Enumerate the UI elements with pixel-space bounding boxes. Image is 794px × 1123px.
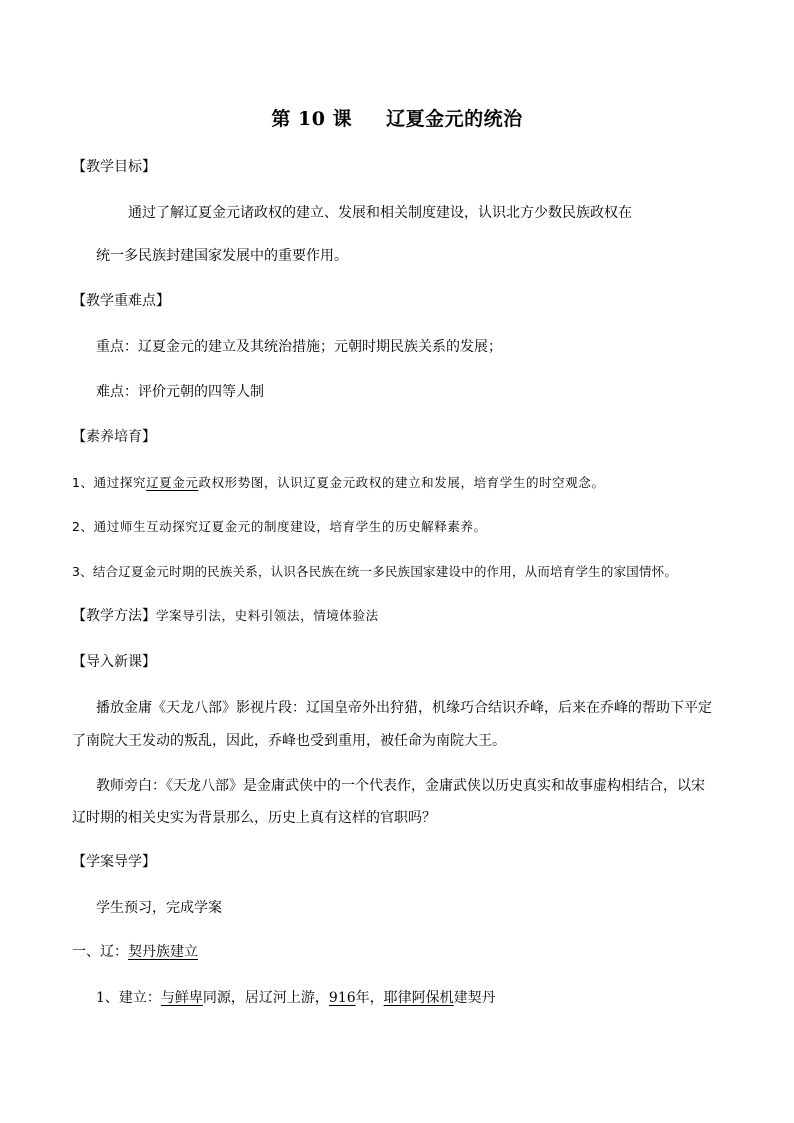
item-text-5: 年， bbox=[355, 990, 384, 1006]
literacy-item-3 bbox=[72, 562, 677, 582]
key-points-heading: 【教学重难点】 bbox=[72, 293, 170, 309]
literacy-item-3-end: 培育学生的家国情怀。 bbox=[550, 564, 678, 579]
intro-p1-line2: 了南院大王发动的叛乱，因此，乔峰也受到重用，被任命为南院大王。 bbox=[72, 733, 506, 749]
item-text-3: 同源，居辽河上游， bbox=[202, 990, 329, 1006]
goals-text-line2: 统一多民族封建国家发展中的重要作用。 bbox=[96, 248, 348, 264]
item-text-1: 与 bbox=[160, 990, 175, 1006]
intro-p2-line2: 辽时期的相关史实为背景那么，历史上真有这样的官职吗？ bbox=[72, 810, 436, 826]
literacy-item-1-start: 1、通过探究 bbox=[72, 475, 147, 490]
item-text-2: 鲜卑 bbox=[174, 990, 203, 1006]
literacy-item-2: 2、通过师生互动探究辽夏金元的制度建设，培育学生的历史解释素养。 bbox=[72, 519, 487, 534]
page-title bbox=[0, 104, 794, 131]
guide-text: 学生预习，完成学案 bbox=[96, 900, 222, 916]
section-1-title: 契丹族建立 bbox=[128, 944, 198, 960]
methods-line bbox=[72, 606, 379, 626]
methods-text: 学案导引法，史料引领法，情境体验法 bbox=[156, 608, 379, 623]
lesson-number: 第 10 课 bbox=[271, 108, 353, 130]
guide-heading: 【学案导学】 bbox=[72, 854, 156, 870]
methods-heading: 【教学方法】 bbox=[72, 608, 156, 624]
difficulty-text: 难点：评价元朝的四等人制 bbox=[96, 384, 264, 400]
intro-p2-line1: 教师旁白：《天龙八部》是金庸武侠中的一个代表作，金庸武侠以历史真实和故事虚构相结合，以宋 bbox=[96, 778, 705, 794]
item-text-7: 建契丹 bbox=[453, 990, 496, 1006]
section-1-heading bbox=[72, 942, 198, 962]
intro-heading: 【导入新课】 bbox=[72, 654, 156, 670]
literacy-item-1-underlined: 辽夏金元 bbox=[146, 475, 199, 490]
literacy-item-1 bbox=[72, 473, 605, 493]
item-text-6: 耶律阿保机 bbox=[383, 990, 454, 1006]
goals-heading: 【教学目标】 bbox=[72, 159, 156, 175]
literacy-heading: 【素养培育】 bbox=[72, 429, 156, 445]
focus-text: 重点：辽夏金元的建立及其统治措施；元朝时期民族关系的发展； bbox=[96, 339, 502, 355]
section-1-item-1 bbox=[96, 988, 496, 1008]
goals-text-line1: 通过了解辽夏金元诸政权的建立、发展和相关制度建设，认识北方少数民族政权在 bbox=[128, 205, 632, 221]
section-1-prefix: 一、辽： bbox=[72, 944, 128, 960]
intro-p1-line1: 播放金庸《天龙八部》影视片段：辽国皇帝外出狩猎，机缘巧合结识乔峰，后来在乔峰的帮助下平定 bbox=[96, 700, 712, 716]
item-label: 1、建立： bbox=[96, 990, 161, 1006]
literacy-item-3-start: 3、结合辽夏金元时期的民族关系，认识各民族在统一多民族国家建设中的作用，从而 bbox=[72, 564, 551, 579]
item-text-4: 916 bbox=[328, 990, 356, 1006]
lesson-topic: 辽夏金元的统治 bbox=[386, 108, 523, 130]
literacy-item-1-end: 政权形势图，认识辽夏金元政权的建立和发展，培育学生的时空观念。 bbox=[198, 475, 605, 490]
